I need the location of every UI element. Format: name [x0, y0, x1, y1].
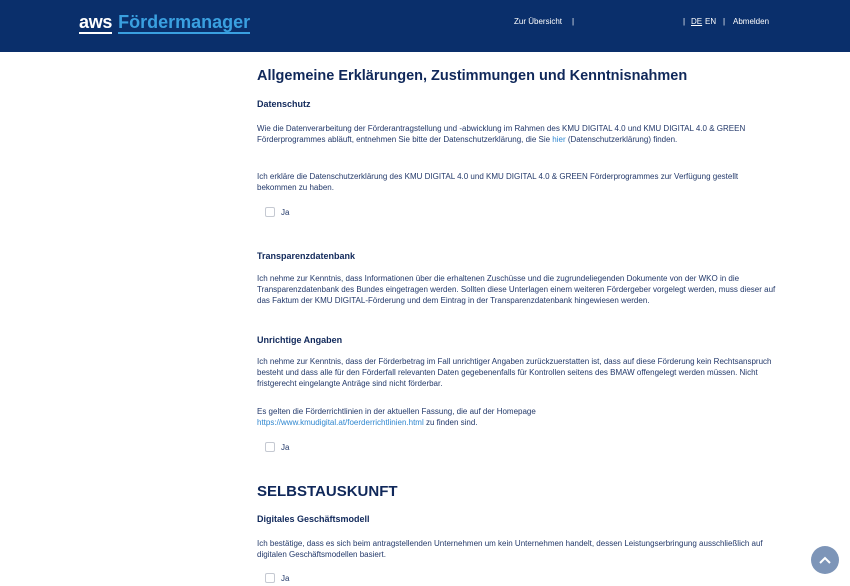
chevron-up-icon	[819, 556, 831, 564]
richtlinien-text: Es gelten die Förderrichtlinien in der aktuellen Fassung, die auf der Homepage	[257, 407, 536, 416]
unrichtig-checkbox-row[interactable]	[265, 442, 289, 452]
logo-app-name: Fördermanager	[118, 12, 251, 32]
section-heading-unrichtig: Unrichtige Angaben	[257, 335, 343, 345]
transparenz-paragraph: Ich nehme zur Kenntnis, dass Informationen über die erhaltenen Zuschüsse und die zugrundeliegenden Dokumente von der WKO in die Transparenzdatenbank des Bundes eingetragen werden. Sollten diese Unterlagen einem weiteren Fördergeber vorgelegt werden, muss dieser auf das Faktum der KMU DIGITAL-Förderung und dem Eintrag in der Transparenzdatenbank hingewiesen werden.	[257, 274, 776, 305]
datenschutz-link[interactable]: hier	[552, 135, 566, 144]
richtlinien-text-end: zu finden sind.	[423, 418, 478, 427]
richtlinien-link[interactable]: https://www.kmudigital.at/foerderrichtlinien.html	[257, 418, 424, 427]
datenschutz-declaration: Ich erkläre die Datenschutzerklärung des KMU DIGITAL 4.0 und KMU DIGITAL 4.0 & GREEN Förderprogrammes zur Verfügung gestellt bekommen zu haben.	[257, 172, 739, 192]
logo-aws-text: aws	[79, 12, 113, 32]
selbstauskunft-title: SELBSTAUSKUNFT	[257, 483, 398, 500]
nav-separator: |	[723, 17, 726, 26]
geschaeftsmodell-paragraph: Ich bestätige, dass es sich beim antragstellenden Unternehmen um kein Unternehmen handelt, dessen Leistungserbringung ausschließlich auf digitalen Geschäftsmodellen basiert.	[257, 539, 763, 559]
aws-logo[interactable]	[79, 12, 250, 34]
nav-separator: |	[683, 17, 686, 26]
unrichtig-paragraph: Ich nehme zur Kenntnis, dass der Förderbetrag im Fall unrichtiger Angaben zurückzuerstatten ist, dass auf diese Förderung kein Rechtsanspruch besteht und dass alle für den Förderfall relevanten Daten gegebenenfalls für Kontrollen seitens des BMAW offengelegt werden müssen. Nicht fristgerecht eingelangte Anträge sind nicht förderbar.	[257, 357, 772, 388]
checkbox-label: Ja	[281, 207, 290, 217]
section-heading-transparenz: Transparenzdatenbank	[257, 251, 356, 261]
datenschutz-paragraph	[257, 123, 777, 145]
page-title: Allgemeine Erklärungen, Zustimmungen und Kenntnisnahmen	[257, 68, 688, 84]
nav-overview-link[interactable]: Zur Übersicht	[514, 17, 563, 26]
geschaeftsmodell-checkbox[interactable]	[265, 573, 275, 583]
checkbox-label: Ja	[281, 442, 290, 452]
scroll-top-button[interactable]	[811, 546, 839, 574]
datenschutz-text-end: (Datenschutzerklärung) finden.	[565, 135, 678, 144]
unrichtig-checkbox[interactable]	[265, 442, 275, 452]
checkbox-label: Ja	[281, 573, 290, 583]
richtlinien-paragraph	[257, 406, 777, 428]
lang-en-link[interactable]: EN	[705, 17, 717, 26]
datenschutz-checkbox-row[interactable]	[265, 207, 289, 217]
datenschutz-checkbox[interactable]	[265, 207, 275, 217]
section-heading-datenschutz: Datenschutz	[257, 99, 311, 109]
datenschutz-text: Wie die Datenverarbeitung der Förderantragstellung und -abwicklung im Rahmen des KMU DIGITAL 4.0 und KMU DIGITAL 4.0 & GREEN Förderprogrammes abläuft, entnehmen Sie bitte der Datenschutzerklärung, die Sie	[257, 124, 746, 144]
logout-link[interactable]: Abmelden	[733, 17, 770, 26]
lang-de-link[interactable]: DE	[691, 17, 703, 26]
section-heading-geschaeftsmodell: Digitales Geschäftsmodell	[257, 514, 370, 524]
nav-separator: |	[572, 17, 575, 26]
geschaeftsmodell-checkbox-row[interactable]	[265, 573, 289, 583]
top-header	[0, 0, 850, 52]
